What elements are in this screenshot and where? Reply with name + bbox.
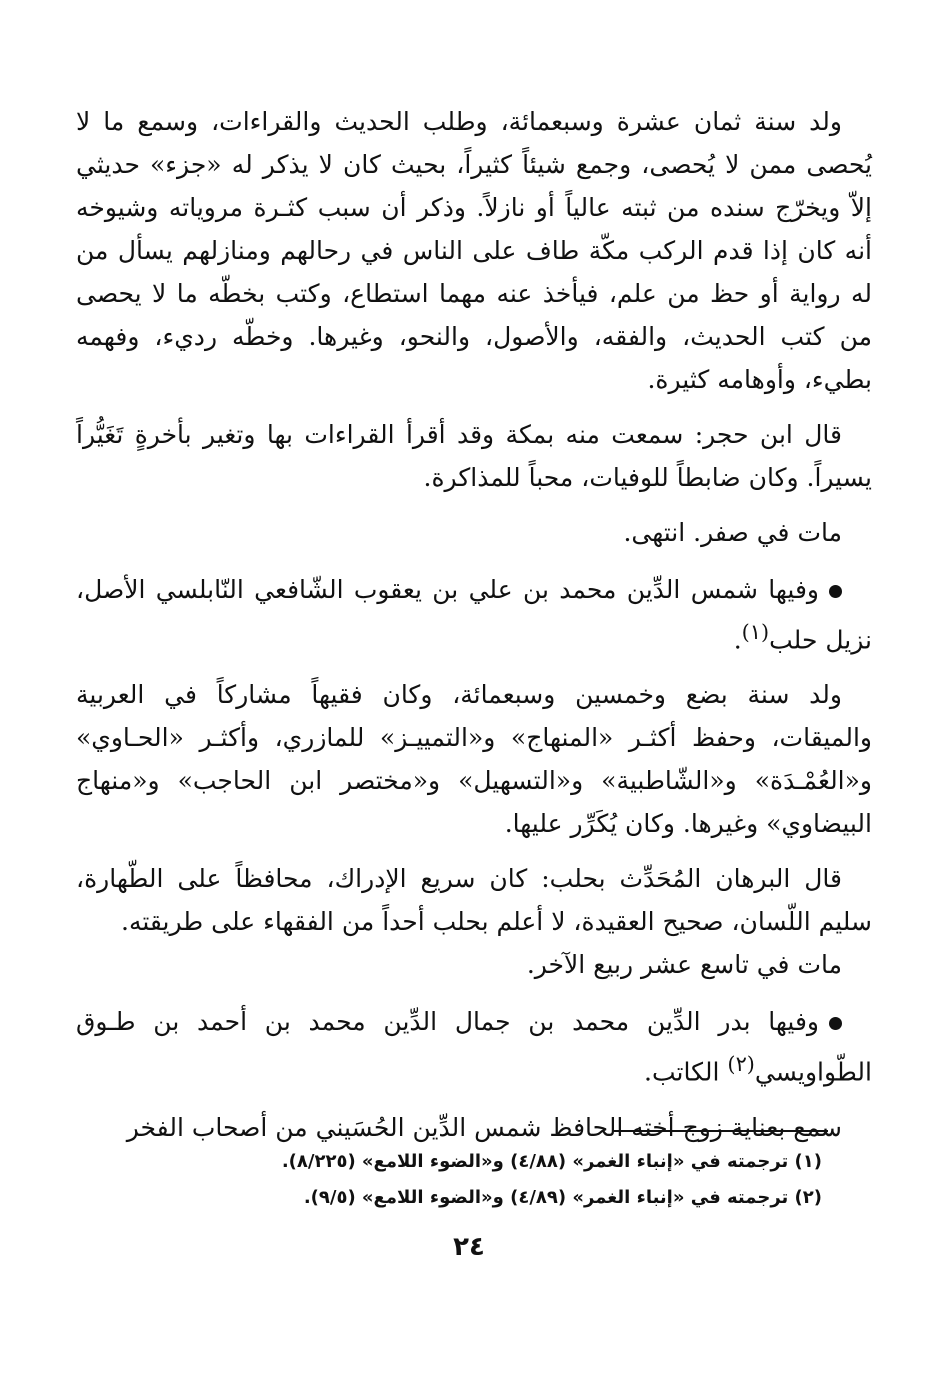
paragraph-death-rabi: مات في تاسع عشر ربيع الآخر. [526, 950, 842, 980]
paragraph-entry-shams-al-din [76, 568, 872, 661]
footnote-divider [614, 1130, 828, 1132]
footnotes [76, 1144, 822, 1216]
paragraph-death-safar: مات في صفر. انتهى. [623, 518, 842, 547]
bullet-icon [829, 585, 842, 598]
entry-end: . [733, 625, 742, 655]
paragraph-entry-badr-al-din [76, 1000, 872, 1093]
paragraph-burhan-quote: قال البرهان المُحَدِّث بحلب: كان سريع الإدراك، محافظاً على الطّهارة، سليم اللّسان، صحيح العقيدة، لا أعلم بحلب أحداً من الفقهاء على طريقته. [76, 864, 872, 937]
footnote-ref: (٢) [727, 1052, 755, 1077]
entry-end: الكاتب. [644, 1057, 728, 1087]
footnote-1: (١) ترجمته في «إنباء الغمر» (٤/٨٨) و«الضوء اللامع» (٨/٢٢٥). [281, 1151, 822, 1172]
page-number: ٢٤ [453, 1232, 485, 1262]
entry-text: وفيها بدر الدِّين محمد بن جمال الدِّين محمد بن أحمد بن طـوق الطّواويسي [76, 1007, 872, 1087]
paragraph-birth-and-memorization: ولد سنة بضع وخمسين وسبعمائة، وكان فقيهاً مشاركاً في العربية والميقات، وحفظ أكثـر «المنهاج» و«التمييـز» للمازري، وأكثـر «الحـاوي» و«العُمْـدَة» و«الشّاطبية» و«التسهيل» و«مختصر ابن الحاجب» و«منهاج البيضاوي» وغيرها. وكان يُكَرِّر عليها. [76, 680, 872, 839]
footnote-2: (٢) ترجمته في «إنباء الغمر» (٤/٨٩) و«الضوء اللامع» (٩/٥). [303, 1187, 822, 1208]
footnote-ref: (١) [741, 620, 770, 644]
paragraph-study: سمع بعناية زوج أخته الحافظ شمس الدِّين الحُسَيني من أصحاب الفخر [126, 1112, 842, 1142]
page-body [76, 100, 872, 1149]
paragraph-ibn-hajar-quote: قال ابن حجر: سمعت منه بمكة وقد أقرأ القراءات بها وتغير بأخرةٍ تَغَيُّراً يسيراً. وكان ضابطاً للوفيات، محباً للمذاكرة. [76, 420, 872, 492]
paragraph-birth-and-study: ولد سنة ثمان عشرة وسبعمائة، وطلب الحديث والقراءات، وسمع ما لا يُحصى ممن لا يُحصى، وجمع شيئاً كثيراً، بحيث كان لا يذكر له «جزء» حديثي إلاّ ويخرّج سنده من ثبته عالياً أو نازلاً. وذكر أن سبب كثـرة مروياته وشيوخه أنه كان إذا قدم الركب مكّة طاف على الناس في رحالهم ومنازلهم يسأل من له رواية أو حظ من علم، فيأخذ عنه مهما استطاع، وكتب بخطّه ما لا يحصى من كتب الحديث، والفقه، والأصول، والنحو، وغيرها. وخطّه رديء، وفهمه بطيء، وأوهامه كثيرة. [76, 107, 872, 394]
entry-text: وفيها شمس الدِّين محمد بن علي بن يعقوب الشّافعي النّابلسي الأصل، نزيل حلب [76, 575, 872, 655]
bullet-icon [829, 1017, 842, 1030]
